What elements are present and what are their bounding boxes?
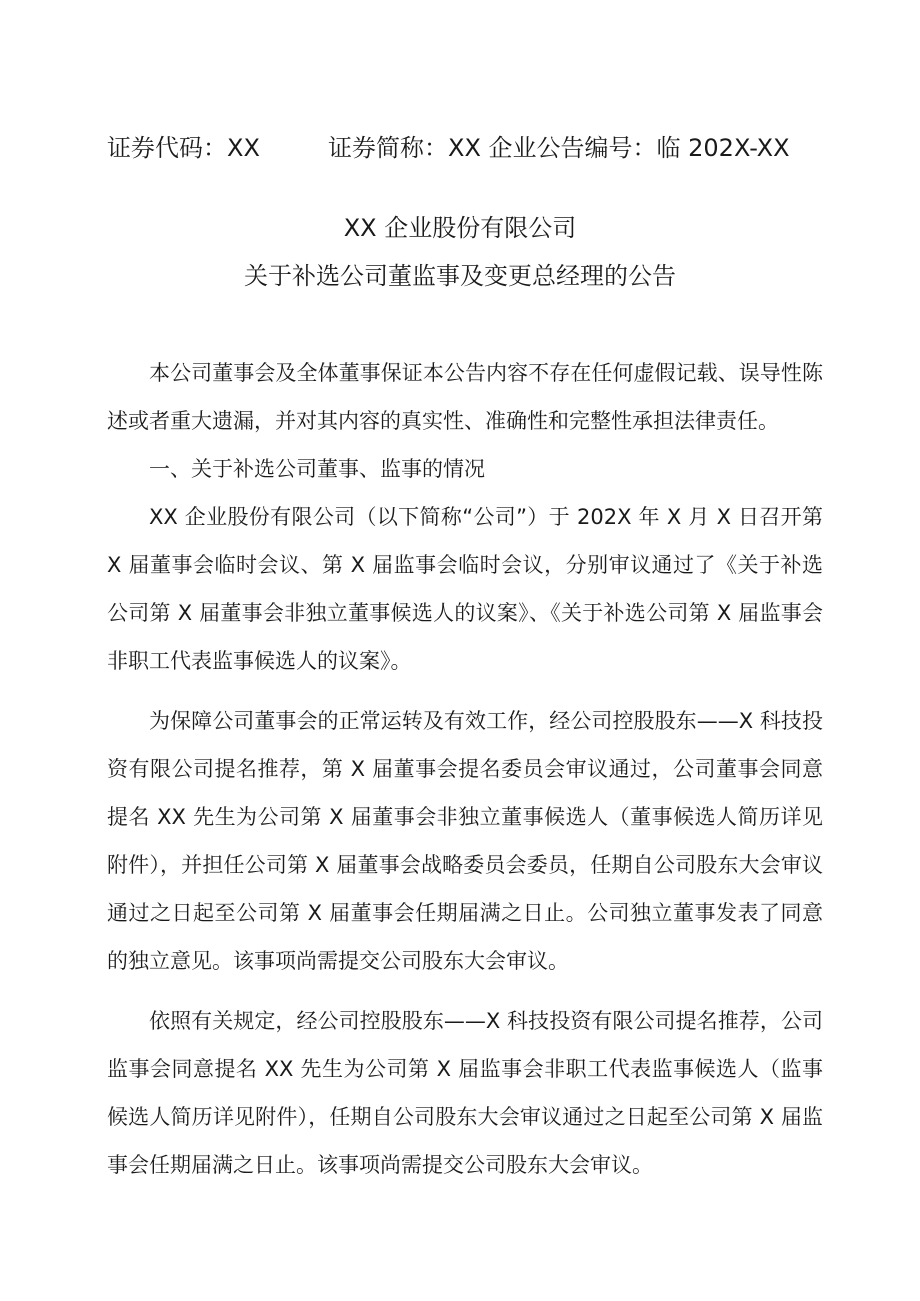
section-heading: 一、关于补选公司董事、监事的情况 — [149, 457, 485, 481]
body-paragraph: 依照有关规定，经公司控股股东——X 科技投资有限公司提名推荐，公司监事会同意提名 XX 先生为公司第 X 届监事会非职工代表监事候选人（监事候选人简历详见附件），任期自公司股东大会审议通过之日起至公司第 X 届监事会任期届满之日止。该事项尚需提交公司股东大会审议。 — [107, 1009, 823, 1177]
security-code: 证券代码：XX — [107, 134, 260, 162]
security-name-announcement-number: 证券简称：XX 企业公告编号：临 202X-XX — [328, 134, 790, 162]
company-title: XX 企业股份有限公司 — [343, 214, 577, 242]
announcement-title: 关于补选公司董监事及变更总经理的公告 — [244, 262, 676, 290]
announcement-body — [107, 349, 823, 1189]
body-paragraph: 为保障公司董事会的正常运转及有效工作，经公司控股股东——X 科技投资有限公司提名推荐，第 X 届董事会提名委员会审议通过，公司董事会同意提名 XX 先生为公司第 X 届董事会非独立董事候选人（董事候选人简历详见附件），并担任公司第 X 届董事会战略委员会委员，任期自公司股东大会审议通过之日起至公司第 X 届董事会任期届满之日止。公司独立董事发表了同意的独立意见。该事项尚需提交公司股东大会审议。 — [107, 709, 823, 973]
body-paragraph: XX 企业股份有限公司（以下简称“公司”）于 202X 年 X 月 X 日召开第 X 届董事会临时会议、第 X 届监事会临时会议，分别审议通过了《关于补选公司第 X 届董事会非独立董事候选人的议案》、《关于补选公司第 X 届监事会非职工代表监事候选人的议案》。 — [107, 505, 823, 673]
disclaimer-paragraph: 本公司董事会及全体董事保证本公告内容不存在任何虚假记载、误导性陈述或者重大遗漏，并对其内容的真实性、准确性和完整性承担法律责任。 — [107, 361, 823, 433]
